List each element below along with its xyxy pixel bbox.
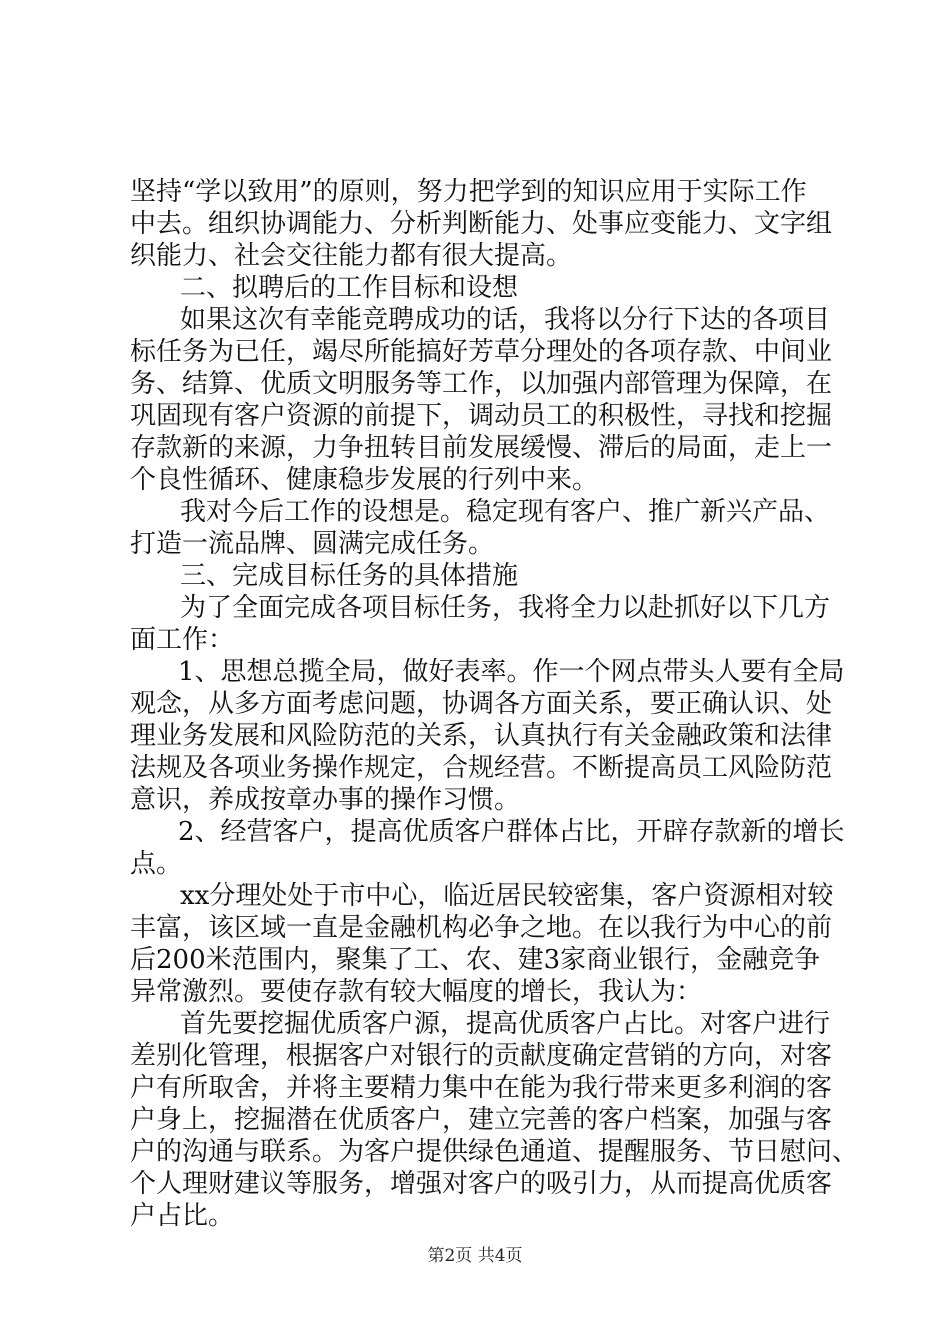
paragraph-line: 坚持“学以致用”的原则，努力把学到的知识应用于实际工作 bbox=[130, 177, 807, 207]
section-heading: 三、完成目标任务的具体措施 bbox=[180, 561, 519, 591]
paragraph-line: 异常激烈。要使存款有较大幅度的增长，我认为： bbox=[130, 977, 703, 1007]
paragraph-line: 后200米范围内，聚集了工、农、建3家商业银行，金融竞争 bbox=[130, 945, 821, 975]
paragraph-line: xx分理处处于市中心，临近居民较密集，客户资源相对较 bbox=[180, 881, 834, 911]
paragraph-line: 户身上，挖掘潜在优质客户，建立完善的客户档案，加强与客 bbox=[130, 1105, 833, 1135]
paragraph-line: 织能力、社会交往能力都有很大提高。 bbox=[130, 241, 573, 271]
paragraph-line: 户的沟通与联系。为客户提供绿色通道、提醒服务、节日慰问、 bbox=[130, 1137, 859, 1167]
section-heading: 二、拟聘后的工作目标和设想 bbox=[180, 273, 519, 303]
page-number-footer: 第2页 共4页 bbox=[427, 1246, 523, 1266]
paragraph-line: 标任务为已任，竭尽所能搞好芳草分理处的各项存款、中间业 bbox=[130, 337, 833, 367]
paragraph-line: 如果这次有幸能竞聘成功的话，我将以分行下达的各项目 bbox=[180, 305, 831, 335]
paragraph-line: 法规及各项业务操作规定，合规经营。不断提高员工风险防范 bbox=[130, 753, 833, 783]
paragraph-line: 意识，养成按章办事的操作习惯。 bbox=[130, 785, 521, 815]
paragraph-line: 打造一流品牌、圆满完成任务。 bbox=[130, 529, 495, 559]
paragraph-line: 为了全面完成各项目标任务，我将全力以赴抓好以下几方 bbox=[180, 593, 831, 623]
paragraph-line: 1、思想总揽全局，做好表率。作一个网点带头人要有全局 bbox=[178, 657, 845, 687]
paragraph-line: 差别化管理，根据客户对银行的贡献度确定营销的方向，对客 bbox=[130, 1041, 833, 1071]
paragraph-line: 我对今后工作的设想是。稳定现有客户、推广新兴产品、 bbox=[180, 497, 831, 527]
paragraph-line: 首先要挖掘优质客户源，提高优质客户占比。对客户进行 bbox=[180, 1009, 831, 1039]
paragraph-line: 户有所取舍，并将主要精力集中在能为我行带来更多利润的客 bbox=[130, 1073, 833, 1103]
paragraph-line: 2、经营客户，提高优质客户群体占比，开辟存款新的增长 bbox=[178, 817, 845, 847]
paragraph-line: 户占比。 bbox=[130, 1201, 235, 1231]
paragraph-line: 观念，从多方面考虑问题，协调各方面关系，要正确认识、处 bbox=[130, 689, 833, 719]
paragraph-line: 个良性循环、健康稳步发展的行列中来。 bbox=[130, 465, 599, 495]
paragraph-line: 存款新的来源，力争扭转目前发展缓慢、滞后的局面，走上一 bbox=[130, 433, 833, 463]
paragraph-line: 丰富，该区域一直是金融机构必争之地。在以我行为中心的前 bbox=[130, 913, 833, 943]
paragraph-line: 面工作： bbox=[130, 625, 235, 655]
paragraph-line: 巩固现有客户资源的前提下，调动员工的积极性，寻找和挖掘 bbox=[130, 401, 833, 431]
paragraph-line: 个人理财建议等服务，增强对客户的吸引力，从而提高优质客 bbox=[130, 1169, 833, 1199]
paragraph-line: 点。 bbox=[130, 849, 183, 879]
paragraph-line: 务、结算、优质文明服务等工作，以加强内部管理为保障，在 bbox=[130, 369, 833, 399]
paragraph-line: 理业务发展和风险防范的关系，认真执行有关金融政策和法律 bbox=[130, 721, 833, 751]
paragraph-line: 中去。组织协调能力、分析判断能力、处事应变能力、文字组 bbox=[130, 209, 833, 239]
